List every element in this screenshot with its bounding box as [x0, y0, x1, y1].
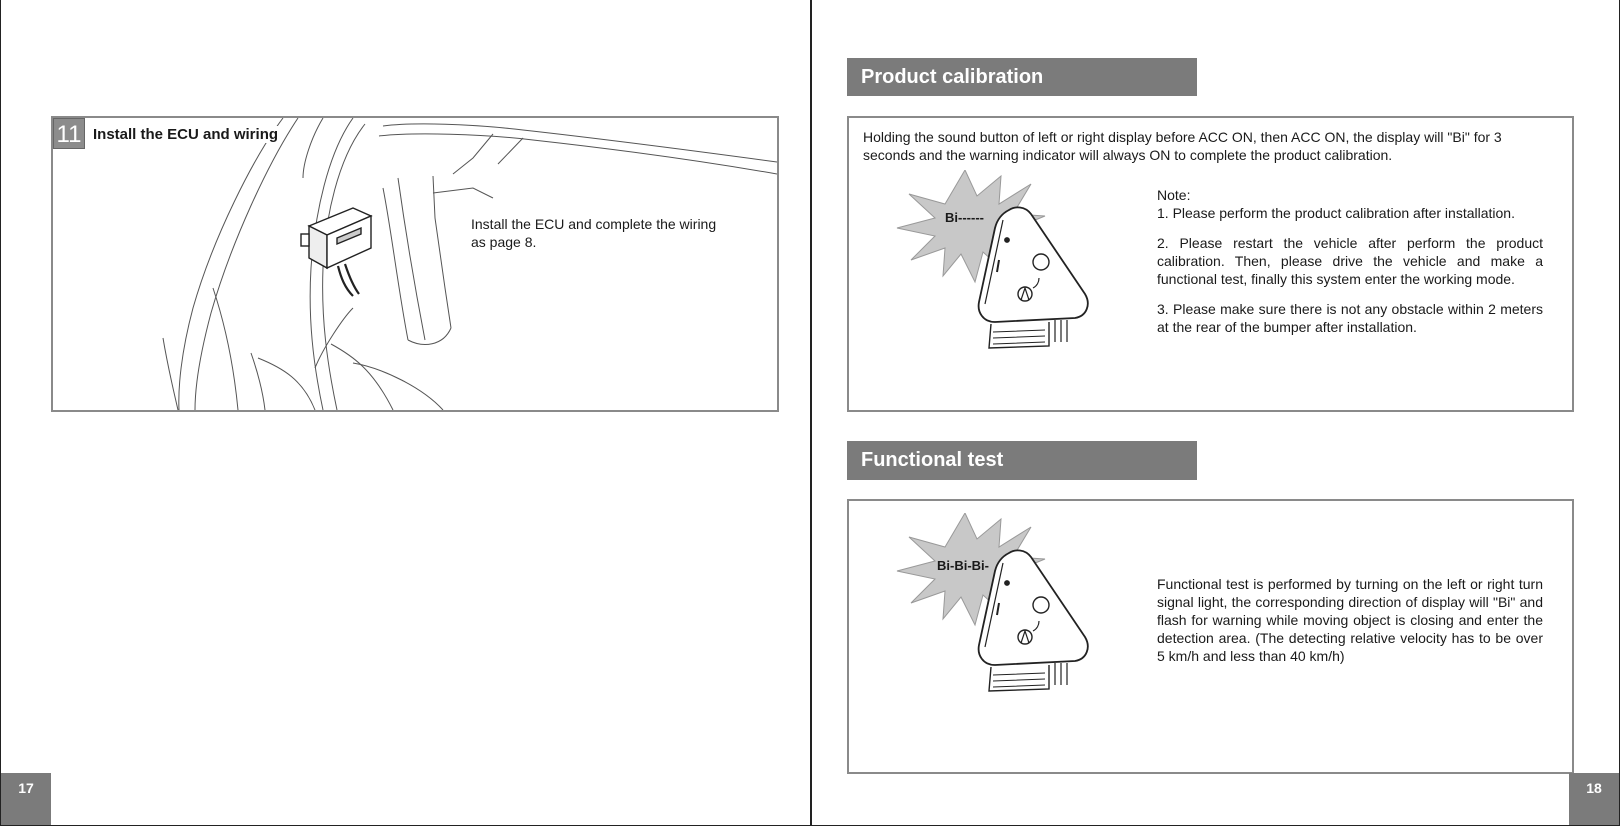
page-number-right: 18: [1569, 773, 1619, 825]
calibration-sound-label: Bi------: [945, 210, 984, 225]
display-device-flashing-illustration: [889, 513, 1099, 703]
step-instruction: [471, 215, 761, 251]
note-item-3: 3. Please make sure there is not any obstacle within 2 meters at the rear of the bumper after installation.: [1157, 301, 1543, 335]
note-item-2: 2. Please restart the vehicle after perform the product calibration. Then, please drive the vehicle and make a functional test, finally this system enter the working mode.: [1157, 235, 1543, 287]
page-number-left: 17: [1, 773, 51, 825]
functional-test-sound-label: Bi-Bi-Bi-: [937, 558, 989, 573]
calibration-intro: [863, 128, 1563, 164]
right-page: [810, 0, 1620, 826]
calibration-panel: [847, 116, 1574, 412]
note-title: Note:: [1157, 187, 1191, 203]
functional-test-panel: [847, 499, 1574, 774]
display-device-illustration: [889, 170, 1099, 360]
trunk-ecu-illustration: [53, 118, 777, 410]
calibration-heading: Product calibration: [847, 58, 1197, 96]
note-item-1: 1. Please perform the product calibration after installation.: [1157, 205, 1515, 221]
step-11-panel: [51, 116, 779, 412]
step-number-badge: 11: [53, 118, 85, 149]
step-title: Install the ECU and wiring: [93, 126, 279, 143]
calibration-intro-line2: seconds and the warning indicator will always ON to complete the product calibration.: [863, 147, 1393, 163]
functional-test-heading: Functional test: [847, 441, 1197, 480]
step-instruction-line2: as page 8.: [471, 234, 537, 250]
calibration-notes: [1157, 186, 1543, 336]
calibration-intro-line1: Holding the sound button of left or right display before ACC ON, then ACC ON, the display will "Bi" for 3: [863, 129, 1502, 145]
functional-test-description: Functional test is performed by turning on the left or right turn signal light, the corresponding direction of display will "Bi" and flash for warning while moving object is closing and enter the detection area. (The detecting relative velocity has to be over 5 km/h and less than 40 km/h): [1157, 576, 1543, 664]
step-instruction-line1: Install the ECU and complete the wiring: [471, 216, 717, 232]
